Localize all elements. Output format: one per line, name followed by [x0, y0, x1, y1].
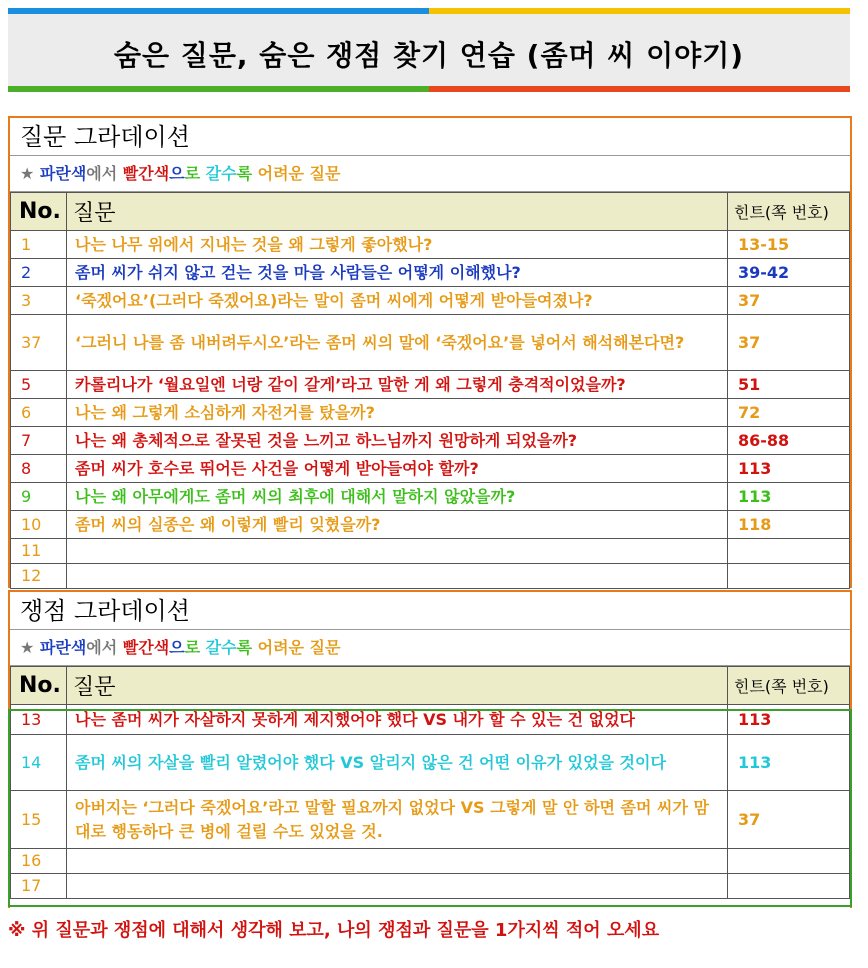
legend-part: 빨간색 [122, 164, 170, 183]
cell-no: 11 [11, 539, 67, 564]
table-header [11, 193, 850, 231]
cell-question: 아버지는 ‘그러다 죽겠어요’라고 말할 필요까지 없었다 VS 그렇게 말 안 하면 좀머 씨가 맘대로 행동하다 큰 병에 걸릴 수도 있었을 것. [67, 791, 728, 849]
legend-part: 빨간색 [122, 638, 170, 657]
table-row [11, 849, 850, 874]
footer-note: ※ 위 질문과 쟁점에 대해서 생각해 보고, 나의 쟁점과 질문을 1가지씩 적어 오세요 [8, 920, 660, 941]
table-row [11, 791, 850, 849]
cell-no: 17 [11, 874, 67, 899]
question-section [8, 116, 852, 588]
table-row [11, 371, 850, 399]
table-row [11, 539, 850, 564]
issue-table [10, 666, 850, 899]
issue-section-title: 쟁점 그라데이션 [10, 592, 850, 630]
table-row [11, 427, 850, 455]
cell-hint: 37 [728, 791, 850, 849]
table-row [11, 705, 850, 735]
header-hint: 힌트(쪽 번호) [728, 667, 850, 705]
cell-no: 16 [11, 849, 67, 874]
table-row [11, 483, 850, 511]
header-no: No. [11, 193, 67, 231]
cell-question: 나는 좀머 씨가 자살하지 못하게 제지했어야 했다 VS 내가 할 수 있는 건 없었다 [67, 705, 728, 735]
cell-question: 나는 나무 위에서 지내는 것을 왜 그렇게 좋아했나? [67, 231, 728, 259]
star-icon: ★ [20, 164, 35, 183]
cell-question: 좀머 씨의 실종은 왜 이렇게 빨리 잊혔을까? [67, 511, 728, 539]
table-row [11, 259, 850, 287]
table-row [11, 874, 850, 899]
cell-hint: 113 [728, 455, 850, 483]
title-banner [8, 8, 850, 92]
cell-hint: 39-42 [728, 259, 850, 287]
legend-part: 으 [169, 164, 185, 183]
cell-no: 12 [11, 564, 67, 589]
cell-question [67, 849, 728, 874]
cell-no: 6 [11, 399, 67, 427]
cell-hint: 118 [728, 511, 850, 539]
table-row [11, 399, 850, 427]
table-row [11, 287, 850, 315]
legend-part: 로 [184, 638, 206, 657]
cell-question: 좀머 씨가 쉬지 않고 걷는 것을 마을 사람들은 어떻게 이해했나? [67, 259, 728, 287]
cell-question: 카롤리나가 ‘월요일엔 너랑 같이 갈게’라고 말한 게 왜 그렇게 충격적이었을까? [67, 371, 728, 399]
star-icon: ★ [20, 638, 35, 657]
question-section-title: 질문 그라데이션 [10, 118, 850, 156]
title-bar-orange [429, 86, 850, 92]
legend-part: 로 [184, 164, 206, 183]
table-header [11, 667, 850, 705]
cell-question: ‘그러니 나를 좀 내버려두시오’라는 좀머 씨의 말에 ‘죽겠어요’를 넣어서 해석해본다면? [67, 315, 728, 371]
cell-no: 13 [11, 705, 67, 735]
table-row [11, 455, 850, 483]
cell-no: 10 [11, 511, 67, 539]
cell-question: ‘죽겠어요’(그러다 죽겠어요)라는 말이 좀머 씨에게 어떻게 받아들여졌나? [67, 287, 728, 315]
cell-question [67, 564, 728, 589]
legend-part: 록 [236, 164, 258, 183]
table-row [11, 564, 850, 589]
table-row [11, 231, 850, 259]
cell-hint [728, 564, 850, 589]
cell-no: 7 [11, 427, 67, 455]
cell-hint: 113 [728, 483, 850, 511]
issue-section [8, 590, 852, 908]
cell-hint: 86-88 [728, 427, 850, 455]
title-bar-green [8, 86, 429, 92]
page-title: 숨은 질문, 숨은 쟁점 찾기 연습 (좀머 씨 이야기) [113, 39, 745, 72]
cell-hint: 37 [728, 287, 850, 315]
cell-no: 14 [11, 735, 67, 791]
cell-no: 8 [11, 455, 67, 483]
cell-question: 나는 왜 아무에게도 좀머 씨의 최후에 대해서 말하지 않았을까? [67, 483, 728, 511]
cell-no: 1 [11, 231, 67, 259]
header-hint: 힌트(쪽 번호) [728, 193, 850, 231]
title-bar-blue [8, 8, 429, 14]
legend-part: 파란색 [34, 164, 87, 183]
cell-hint: 113 [728, 735, 850, 791]
legend-part: 갈수 [205, 164, 237, 183]
legend-part: 어려운 질문 [257, 638, 341, 657]
cell-question [67, 539, 728, 564]
cell-hint: 37 [728, 315, 850, 371]
cell-no: 5 [11, 371, 67, 399]
legend-part: 에서 [86, 638, 123, 657]
cell-no: 9 [11, 483, 67, 511]
cell-question: 나는 왜 총체적으로 잘못된 것을 느끼고 하느님까지 원망하게 되었을까? [67, 427, 728, 455]
legend [10, 156, 850, 192]
question-table [10, 192, 850, 589]
header-no: No. [11, 667, 67, 705]
legend-part: 으 [169, 638, 185, 657]
legend-part: 어려운 질문 [257, 164, 341, 183]
cell-question [67, 874, 728, 899]
table-row [11, 735, 850, 791]
legend-part: 파란색 [34, 638, 87, 657]
cell-hint: 51 [728, 371, 850, 399]
cell-no: 2 [11, 259, 67, 287]
cell-question: 나는 왜 그렇게 소심하게 자전거를 탔을까? [67, 399, 728, 427]
cell-hint [728, 539, 850, 564]
title-bar-yellow [429, 8, 850, 14]
cell-hint: 113 [728, 705, 850, 735]
cell-no: 15 [11, 791, 67, 849]
cell-hint: 13-15 [728, 231, 850, 259]
cell-question: 좀머 씨가 호수로 뛰어든 사건을 어떻게 받아들여야 할까? [67, 455, 728, 483]
cell-hint [728, 874, 850, 899]
question-rows [11, 231, 850, 589]
legend-part: 록 [236, 638, 258, 657]
table-row [11, 315, 850, 371]
cell-no: 3 [11, 287, 67, 315]
issue-rows [11, 705, 850, 899]
legend-part: 에서 [86, 164, 123, 183]
table-row [11, 511, 850, 539]
cell-no: 37 [11, 315, 67, 371]
cell-hint [728, 849, 850, 874]
legend [10, 630, 850, 666]
header-question: 질문 [67, 193, 728, 231]
cell-hint: 72 [728, 399, 850, 427]
header-question: 질문 [67, 667, 728, 705]
legend-part: 갈수 [205, 638, 237, 657]
cell-question: 좀머 씨의 자살을 빨리 알렸어야 했다 VS 알리지 않은 건 어떤 이유가 있었을 것이다 [67, 735, 728, 791]
